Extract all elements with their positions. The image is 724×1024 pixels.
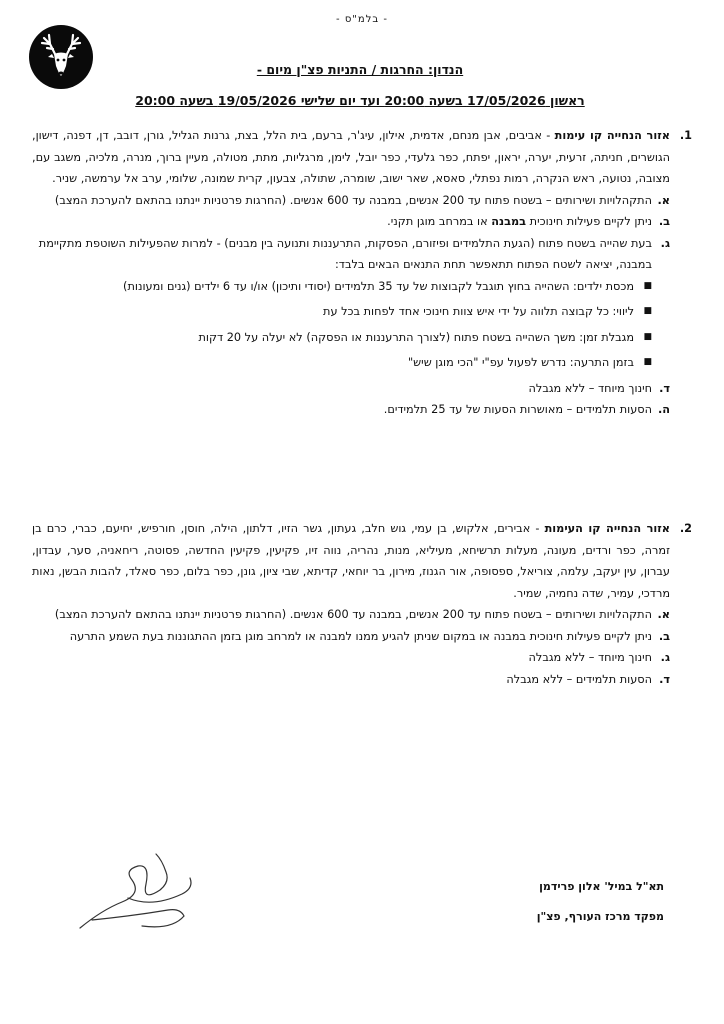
bullet-item bbox=[32, 352, 652, 374]
item-text: ניתן לקיים פעילות חינוכית במבנה או במקום שניתן להגיע ממנו למבנה או למרחב מוגן בזמן ההתגוננות בעת השמע התרעה bbox=[69, 629, 652, 643]
directive-item bbox=[32, 378, 670, 400]
bullet-text: ליווי: כל קבוצה תלווה על ידי איש צוות חינוכי אחד לפחות בכל עת bbox=[323, 305, 634, 318]
classification-marking: - בלמ"ס - bbox=[336, 14, 388, 25]
item-text: הסעות תלמידים – ללא מגבלה bbox=[506, 672, 652, 686]
bullet-square-icon: ■ bbox=[643, 357, 652, 367]
date-range: ראשון 17/05/2026 בשעה 20:00 ועד יום שלישי 19/05/2026 בשעה 20:00 bbox=[135, 93, 585, 108]
section-number: 1. bbox=[679, 129, 692, 142]
directive-item bbox=[32, 233, 670, 276]
deer-emblem-icon bbox=[28, 24, 94, 90]
item-letter: א. bbox=[657, 608, 670, 621]
directive-item bbox=[32, 669, 670, 691]
item-text: הסעות תלמידים – מאושרות הסעות של עד 25 תלמידים. bbox=[383, 403, 652, 416]
zone-label: אזור הנחייה קו עימות bbox=[554, 129, 670, 142]
item-letter: ג. bbox=[660, 651, 670, 664]
bullet-square-icon: ■ bbox=[643, 280, 652, 291]
item-text bbox=[32, 211, 652, 233]
bullet-text: בזמן התרעה: נדרש לפעול עפ"י "הכי מוגן שיש" bbox=[407, 356, 634, 369]
signer-name: תא"ל במיל' אלון פרידמן bbox=[539, 880, 664, 893]
zone-list: - אבירים, אלקוש, בן עמי, גוש חלב, געתון, גשר הזיו, דלתון, הילה, חוסן, חורפיש, יחיעם, כברי, כרם בן זמרה, כפר ורדים, מעונה, מעלות תרשיחא, מעיליא, מנות, נהריה, נווה זיו, פקיעין, פקיעין החדשה, פסוטה, ריחאניה, סער, עבדון, עברון, עין יעקב, עלמה, צוריאל, ספסופה, אור הגנוז, מירון, בר יוחאי, קדיתא, שבי ציון, גונן, כפר בלום, כפר סאלד, להבות הבשן, נאות מרדכי, עמיר, שדה נחמיה, שמיר. bbox=[32, 522, 670, 600]
item-letter: ד. bbox=[659, 381, 670, 395]
zone-description bbox=[32, 125, 670, 190]
item-letter: ב. bbox=[658, 215, 670, 228]
condition-bullets bbox=[32, 276, 652, 374]
signer-title: מפקד מרכז העורף, פצ"ן bbox=[536, 910, 664, 923]
bullet-item bbox=[32, 276, 652, 298]
item-text: בעת שהייה בשטח פתוח (הגעת התלמידים ופיזורם, הפסקות, התרעננות ותנועה בין מבנים) - למרות שהפעילות השוטפת מתקיימת במבנה, יציאה לשטח הפתוח תתאפשר תחת התנאים הבאים בלבד: bbox=[38, 236, 652, 271]
item-text: חינוך מיוחד – ללא מגבלה bbox=[528, 381, 652, 395]
directive-list bbox=[32, 604, 692, 690]
item-text: חינוך מיוחד – ללא מגבלה bbox=[528, 651, 652, 664]
section-1 bbox=[32, 125, 692, 421]
bullet-item bbox=[32, 301, 652, 323]
directive-list bbox=[32, 190, 692, 276]
handwritten-signature bbox=[72, 850, 202, 940]
directive-item bbox=[32, 626, 670, 648]
bullet-text: מכסת ילדים: השהייה בחוץ תוגבל לקבוצות של עד 35 תלמידים (יסודי ותיכון) או/ו עד 6 ילדים (גנים ומעונות) bbox=[123, 279, 634, 293]
bullet-text: מגבלת זמן: משך השהייה בשטח פתוח (לצורך התרעננות או הפסקה) לא יעלה על 20 דקות bbox=[198, 330, 634, 344]
directive-item bbox=[32, 604, 670, 626]
bullet-square-icon: ■ bbox=[643, 331, 652, 342]
section-header bbox=[32, 518, 692, 604]
section-2 bbox=[32, 518, 692, 690]
directive-item bbox=[32, 399, 670, 421]
item-text-pre: ניתן לקיים פעילות חינוכית bbox=[526, 215, 652, 228]
bullet-square-icon: ■ bbox=[643, 306, 652, 316]
item-letter: א. bbox=[657, 193, 670, 207]
subject-line: הנדון: החרגות / התניות פצ"ן מיום - bbox=[256, 62, 464, 77]
item-text-bold: במבנה bbox=[491, 215, 527, 228]
item-letter: ב. bbox=[658, 629, 670, 643]
zone-label: אזור הנחייה קו העימות bbox=[544, 522, 670, 535]
item-text: התקהלויות ושירותים – בשטח פתוח עד 200 אנשים, במבנה עד 600 אנשים. (החרגות פרטניות יינתנו בהתאם להערכת המצב) bbox=[54, 608, 652, 621]
item-text-post: או במרחב מוגן תקני. bbox=[387, 215, 492, 228]
directive-item bbox=[32, 647, 670, 669]
directive-item bbox=[32, 211, 670, 233]
zone-description bbox=[32, 518, 670, 604]
item-letter: ה. bbox=[657, 403, 670, 416]
item-text: התקהלויות ושירותים – בשטח פתוח עד 200 אנשים, במבנה עד 600 אנשים. (החרגות פרטניות יינתנו בהתאם להערכת המצב) bbox=[54, 193, 652, 207]
directive-list-continued bbox=[32, 378, 692, 421]
directive-item bbox=[32, 190, 670, 212]
section-number: 2. bbox=[679, 522, 692, 535]
item-letter: ד. bbox=[659, 672, 670, 686]
section-header bbox=[32, 125, 692, 190]
bullet-item bbox=[32, 327, 652, 349]
item-letter: ג. bbox=[660, 236, 670, 250]
zone-list: - אביבים, אבן מנחם, אדמית, אילון, עיג'ר, ברעם, בית הלל, בצת, גרנות הגליל, גורן, דובב, דן, דפנה, דישון, הגושרים, חניתה, זרעית, יערה, יראון, יפתח, כפר גלעדי, כפר יובל, לימן, מרגליות, מתת, מטולה, מעיין ברוך, מנרה, מלכיה, משגב עם, מצובה, נטועה, ראש הנקרה, רמות נפתלי, סאסא, שאר ישוב, שומרה, שתולה, צבעון, קרית שמונה, שלומי, ערב אל ערמשה, שניר. bbox=[32, 129, 670, 185]
